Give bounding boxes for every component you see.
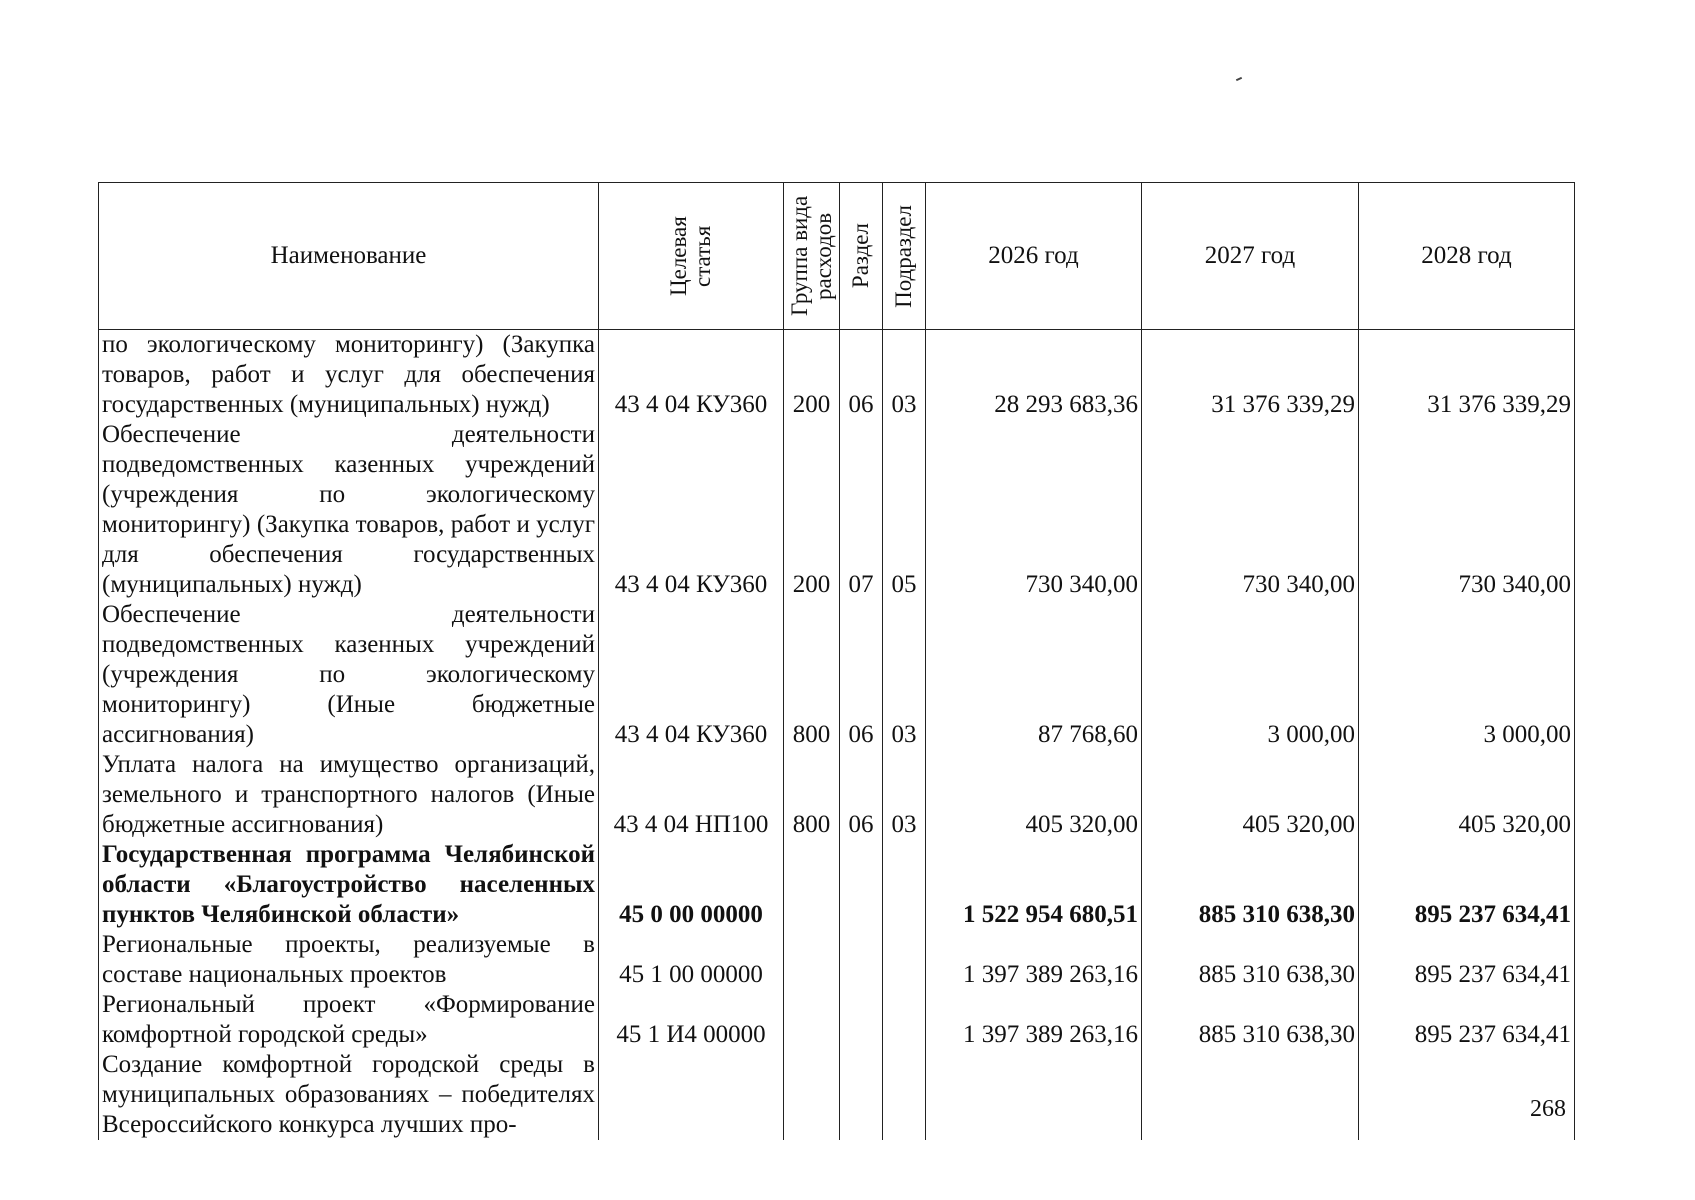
row-name: по экологическому мониторингу) (Закупка товаров, работ и услуг для обеспечения государственных (муниципальных) нужд) [99,330,599,421]
row-section: 06 [840,600,883,750]
row-2027: 885 310 638,30 [1142,930,1359,990]
header-name: Наименование [99,183,599,330]
row-section [840,840,883,930]
row-subsection: 05 [883,420,926,600]
row-name: Обеспечение деятельности подведомственных казенных учреждений (учреждения по экологическому мониторингу) (Закупка товаров, работ и услуг для обеспечения государственных (муниципальных) нужд) [99,420,599,600]
row-2027: 405 320,00 [1142,750,1359,840]
row-2027: 3 000,00 [1142,600,1359,750]
row-subsection: 03 [883,330,926,421]
row-target-code: 43 4 04 КУ360 [599,600,784,750]
row-target-code: 43 4 04 КУ360 [599,420,784,600]
row-2026: 87 768,60 [926,600,1142,750]
row-section [840,1050,883,1140]
row-subsection [883,990,926,1050]
row-2028: 3 000,00 [1359,600,1575,750]
header-subsection: Подраздел [883,183,926,330]
table-row [99,840,1575,930]
budget-table [98,182,1575,1140]
row-2028: 895 237 634,41 [1359,990,1575,1050]
row-group [784,840,840,930]
row-section [840,930,883,990]
header-row [99,183,1575,330]
row-2027: 885 310 638,30 [1142,840,1359,930]
row-2026: 730 340,00 [926,420,1142,600]
page-number: 268 [1530,1096,1566,1122]
row-group [784,1050,840,1140]
row-group: 800 [784,600,840,750]
row-name: Обеспечение деятельности подведомственных казенных учреждений (учреждения по экологическому мониторингу) (Иные бюджетные ассигнования) [99,600,599,750]
row-subsection [883,930,926,990]
row-name: Региональные проекты, реализуемые в составе национальных проектов [99,930,599,990]
row-group [784,930,840,990]
row-2026: 405 320,00 [926,750,1142,840]
row-subsection: 03 [883,750,926,840]
row-2027: 730 340,00 [1142,420,1359,600]
row-target-code: 45 0 00 00000 [599,840,784,930]
header-target: Целевая статья [599,183,784,330]
row-target-code: 43 4 04 НП100 [599,750,784,840]
header-group: Группа вида расходов [784,183,840,330]
row-2027: 31 376 339,29 [1142,330,1359,421]
row-2026: 28 293 683,36 [926,330,1142,421]
row-section: 06 [840,330,883,421]
row-target-code: 45 1 И4 00000 [599,990,784,1050]
row-name: Уплата налога на имущество организаций, земельного и транспортного налогов (Иные бюджетные ассигнования) [99,750,599,840]
row-2028: 730 340,00 [1359,420,1575,600]
header-2027: 2027 год [1142,183,1359,330]
row-section [840,990,883,1050]
row-subsection: 03 [883,600,926,750]
row-2028: 895 237 634,41 [1359,840,1575,930]
row-section: 07 [840,420,883,600]
row-name: Создание комфортной городской среды в муниципальных образованиях – победителях Всероссийского конкурса лучших про- [99,1050,599,1140]
row-2027: 885 310 638,30 [1142,990,1359,1050]
row-name: Региональный проект «Формирование комфортной городской среды» [99,990,599,1050]
row-subsection [883,1050,926,1140]
row-2028 [1359,1050,1575,1140]
row-target-code: 43 4 04 КУ360 [599,330,784,421]
row-2026 [926,1050,1142,1140]
table-row [99,1050,1575,1140]
row-target-code [599,1050,784,1140]
row-target-code: 45 1 00 00000 [599,930,784,990]
row-name: Государственная программа Челябинской области «Благоустройство населенных пунктов Челябинской области» [99,840,599,930]
row-2028: 31 376 339,29 [1359,330,1575,421]
row-section: 06 [840,750,883,840]
row-group [784,990,840,1050]
table-row [99,420,1575,600]
scan-speck [1236,77,1242,81]
row-2026: 1 522 954 680,51 [926,840,1142,930]
row-2026: 1 397 389 263,16 [926,930,1142,990]
row-2028: 405 320,00 [1359,750,1575,840]
header-section: Раздел [840,183,883,330]
row-group: 200 [784,420,840,600]
row-2026: 1 397 389 263,16 [926,990,1142,1050]
table-row [99,330,1575,421]
row-2028: 895 237 634,41 [1359,930,1575,990]
row-group: 800 [784,750,840,840]
table-row [99,600,1575,750]
row-2027 [1142,1050,1359,1140]
row-group: 200 [784,330,840,421]
header-2026: 2026 год [926,183,1142,330]
header-2028: 2028 год [1359,183,1575,330]
table-row [99,750,1575,840]
row-subsection [883,840,926,930]
table-row [99,930,1575,990]
table-row [99,990,1575,1050]
